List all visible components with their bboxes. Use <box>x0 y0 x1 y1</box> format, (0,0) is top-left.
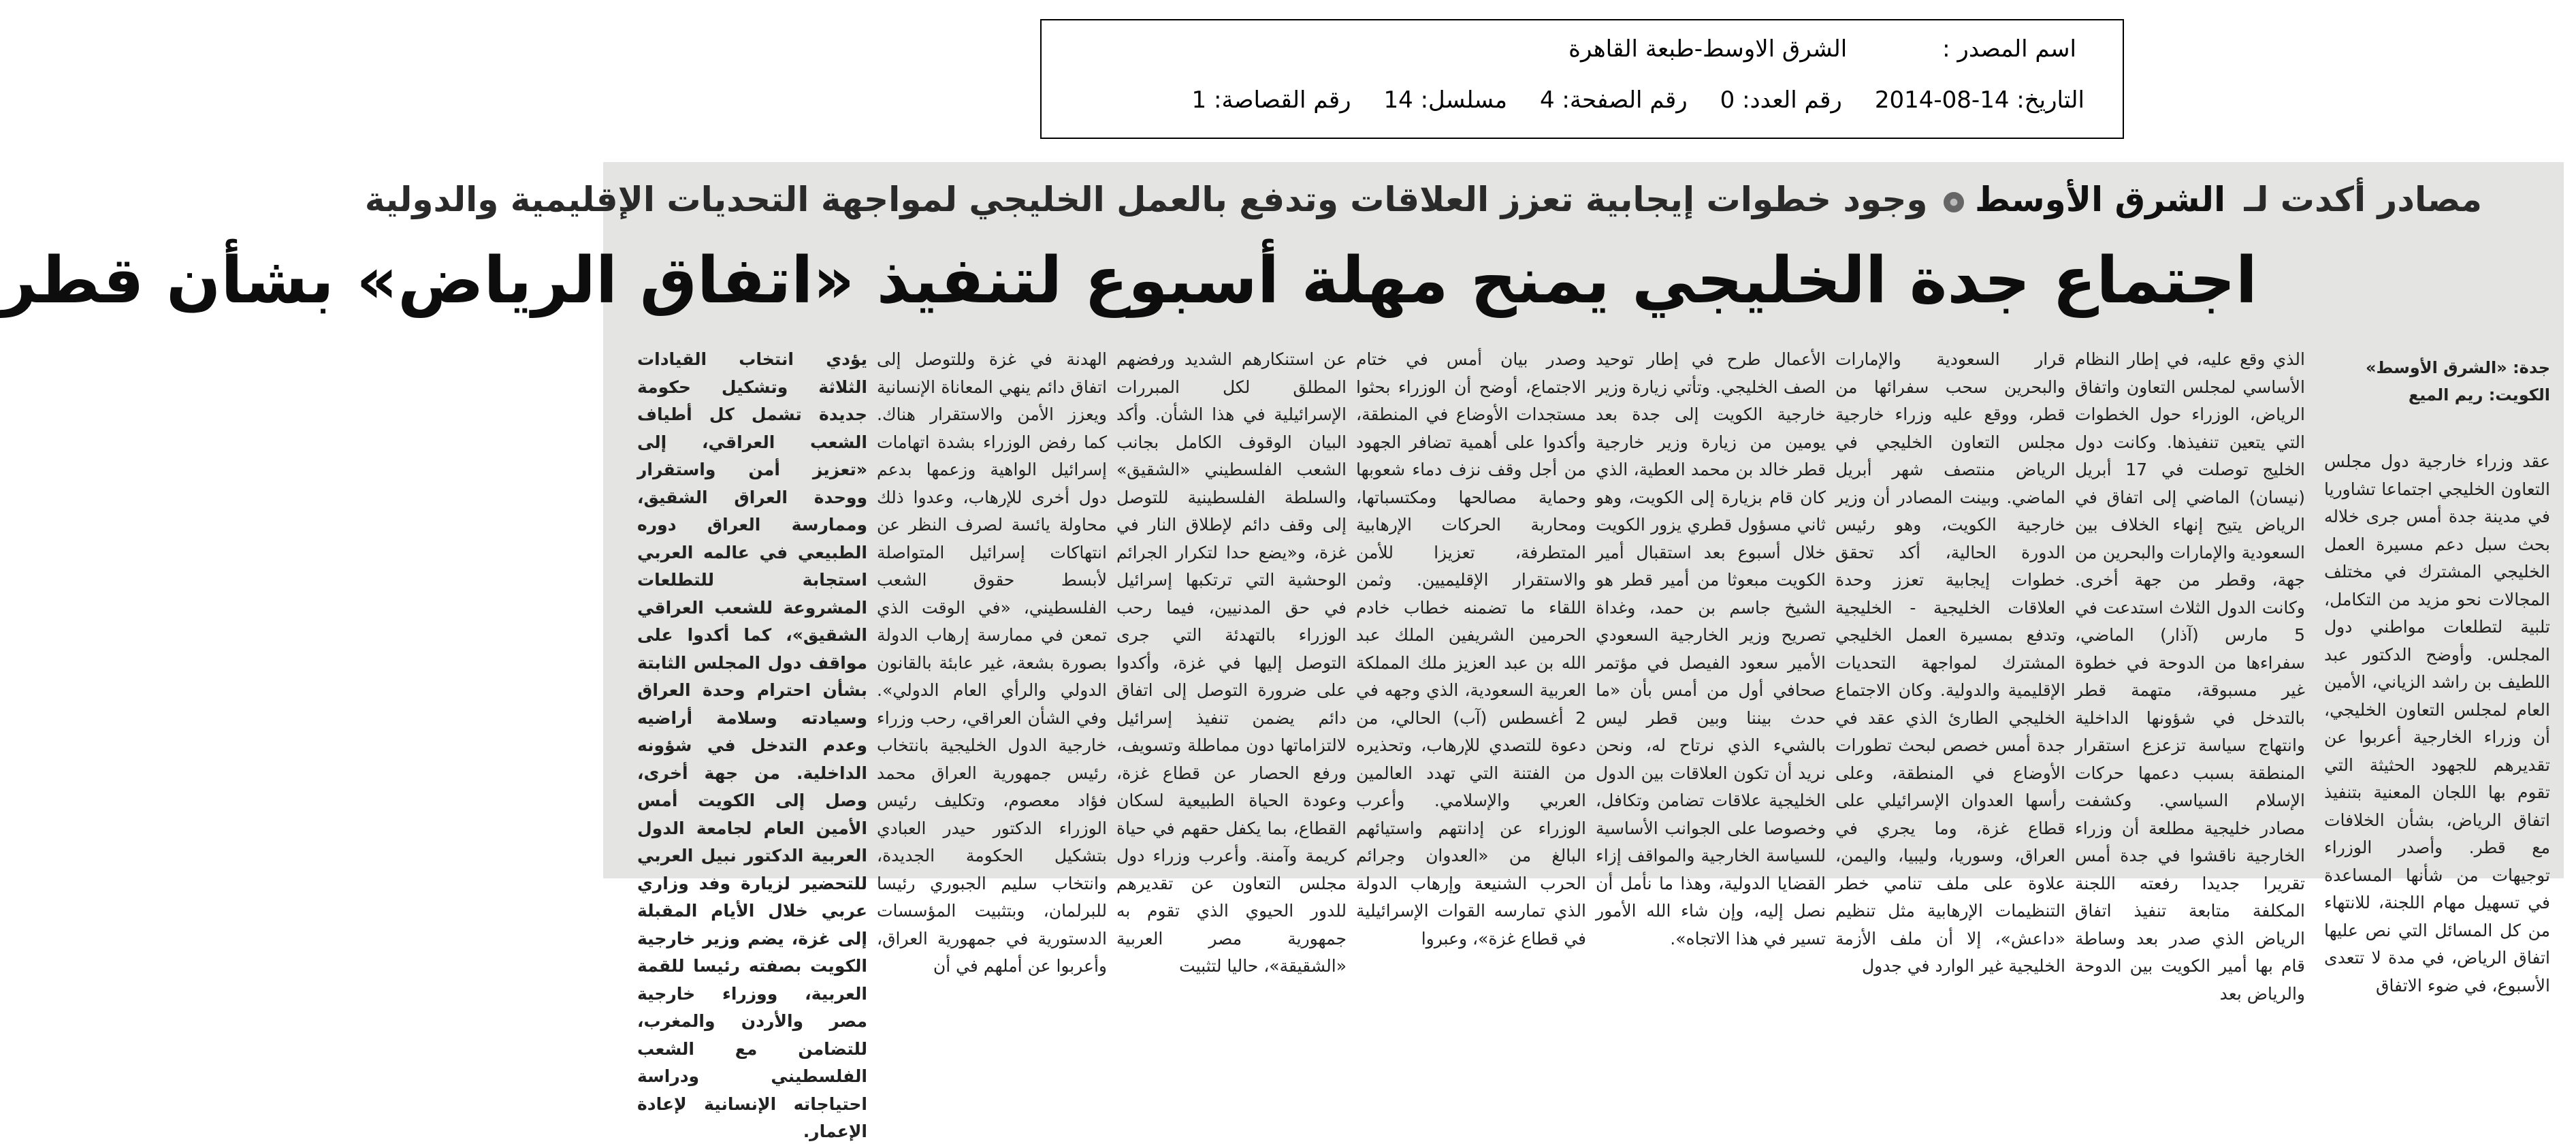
date-field: التاريخ: 14-08-2014 <box>1874 86 2084 114</box>
article-column: عن استنكارهم الشديد ورفضهم المطلق لكل المبررات الإسرائيلية في هذا الشأن. وأكد البيان الوقوف الكامل بجانب الشعب الفلسطيني «الشقيق» والسلطة الفلسطينية للتوصل إلى وقف دائم لإطلاق النار في غزة، و«يضع حدا لتكرار الجرائم الوحشية التي ترتكبها إسرائيل في حق المدنيين، فيما رحب الوزراء بالتهدئة التي جرى التوصل إليها في غزة، وأكدوا على ضرورة التوصل إلى اتفاق دائم يضمن تنفيذ إسرائيل لالتزاماتها دون مماطلة وتسويف، ورفع الحصار عن قطاع غزة، وعودة الحياة الطبيعية لسكان القطاع، بما يكفل حقهم في حياة كريمة وآمنة. وأعرب وزراء دول مجلس التعاون عن تقديرهم للدور الحيوي الذي تقوم به جمهورية مصر العربية «الشقيقة»، حاليا لتثبيت <box>1116 349 1347 976</box>
article-body <box>637 346 2550 1141</box>
source-metadata-box <box>1040 19 2124 139</box>
newspaper-logo-icon <box>1944 192 1964 212</box>
details-row <box>1192 86 2084 114</box>
article-column: يؤدي انتخاب القيادات الثلاثة وتشكيل حكومة جديدة تشمل كل أطياف الشعب العراقي، إلى «تعزيز أمن واستقرار ووحدة العراق الشقيق، وممارسة العراق دوره الطبيعي في عالمه العربي استجابة للتطلعات المشروعة للشعب العراقي الشقيق»، كما أكدوا على مواقف دول المجلس الثابتة بشأن احترام وحدة العراق وسيادته وسلامة أراضيه وعدم التدخل في شؤونه الداخلية. من جهة أخرى، وصل إلى الكويت أمس الأمين العام لجامعة الدول العربية الدكتور نبيل العربي للتحضير لزيارة وفد وزاري عربي خلال الأيام المقبلة إلى غزة، يضم وزير خارجية الكويت بصفته رئيسا للقمة العربية، ووزراء خارجية مصر والأردن والمغرب، للتضامن مع الشعب الفلسطيني ودراسة احتياجاته الإنسانية لإعادة الإعمار. <box>637 349 867 1141</box>
clip-number-field: رقم القصاصة: 1 <box>1191 86 1351 114</box>
main-headline: اجتماع جدة الخليجي يمنح مهلة أسبوع لتنفيذ «اتفاق الرياض» بشأن قطر <box>0 244 2257 318</box>
byline: جدة: «الشرق الأوسط» الكويت: ريم الميع <box>2365 358 2550 404</box>
article-column: الذي وقع عليه، في إطار النظام الأساسي لمجلس التعاون واتفاق الرياض، الوزراء حول الخطوات التي يتعين تنفيذها. وكانت دول الخليج توصلت في 17 أبريل (نيسان) الماضي إلى اتفاق في الرياض يتيح إنهاء الخلاف بين السعودية والإمارات والبحرين من جهة، وقطر من جهة أخرى. وكانت الدول الثلاث استدعت في 5 مارس (آذار) الماضي، سفراءها من الدوحة في خطوة غير مسبوقة، متهمة قطر بالتدخل في شؤونها الداخلية وانتهاج سياسة تزعزع استقرار المنطقة بسبب دعمها حركات الإسلام السياسي. وكشفت مصادر خليجية مطلعة أن وزراء الخارجية ناقشوا في جدة أمس تقريرا جديدا رفعته اللجنة المكلفة متابعة تنفيذ اتفاق الرياض الذي صدر بعد وساطة قام بها أمير الكويت بين الدوحة والرياض بعد <box>2075 349 2305 1004</box>
source-row <box>1568 35 2076 63</box>
article-column: الأعمال طرح في إطار توحيد الصف الخليجي. وتأتي زيارة وزير خارجية الكويت إلى جدة بعد يومين من زيارة وزير خارجية قطر خالد بن محمد العطية، الذي كان قام بزيارة إلى الكويت، وهو ثاني مسؤول قطري يزور الكويت خلال أسبوع بعد استقبال أمير الكويت مبعوثا من أمير قطر هو الشيخ جاسم بن حمد، وغداة تصريح وزير الخارجية السعودي الأمير سعود الفيصل في مؤتمر صحافي أول من أمس بأن «ما حدث بيننا وبين قطر ليس بالشيء الذي نرتاح له، ونحن نريد أن تكون العلاقات بين الدول الخليجية علاقات تضامن وتكافل، وخصوصا على الجوانب الأساسية للسياسة الخارجية والمواقف إزاء القضايا الدولية، وهذا ما نأمل أن نصل إليه، وإن شاء الله الأمور تسير في هذا الاتجاه». <box>1596 349 1826 949</box>
kicker-after: وجود خطوات إيجابية تعزز العلاقات وتدفع بالعمل الخليجي لمواجهة التحديات الإقليمية والدولية <box>364 180 1928 219</box>
article-column: وصدر بيان أمس في ختام الاجتماع، أوضح أن الوزراء بحثوا مستجدات الأوضاع في المنطقة، وأكدوا على أهمية تضافر الجهود من أجل وقف نزف دماء شعوبها وحماية مصالحها ومكتسباتها، ومحاربة الحركات الإرهابية المتطرفة، تعزيزا للأمن والاستقرار الإقليميين. وثمن اللقاء ما تضمنه خطاب خادم الحرمين الشريفين الملك عبد الله بن عبد العزيز ملك المملكة العربية السعودية، الذي وجهه في 2 أغسطس (آب) الحالي، من دعوة للتصدي للإرهاب، وتحذيره من الفتنة التي تهدد العالمين العربي والإسلامي. وأعرب الوزراء عن إدانتهم واستيائهم البالغ من «العدوان وجرائم الحرب الشنيعة وإرهاب الدولة الذي تمارسه القوات الإسرائيلية في قطاع غزة»، وعبروا <box>1356 349 1586 949</box>
article-column: قرار السعودية والإمارات والبحرين سحب سفرائها من قطر، ووقع عليه وزراء خارجية مجلس التعاون الخليجي في الرياض منتصف شهر أبريل الماضي. وبينت المصادر أن وزير خارجية الكويت، وهو رئيس الدورة الحالية، أكد تحقق خطوات إيجابية تعزز وحدة العلاقات الخليجية - الخليجية وتدفع بمسيرة العمل الخليجي المشترك لمواجهة التحديات الإقليمية والدولية. وكان الاجتماع الخليجي الطارئ الذي عقد في جدة أمس خصص لبحث تطورات الأوضاع في المنطقة، وعلى رأسها العدوان الإسرائيلي على قطاع غزة، وما يجري في العراق، وسوريا، وليبيا، واليمن، علاوة على ملف تنامي خطر التنظيمات الإرهابية مثل تنظيم «داعش»، إلا أن ملف الأزمة الخليجية غير الوارد في جدول <box>1835 349 2065 976</box>
kicker-headline <box>365 180 2482 219</box>
article-column: عقد وزراء خارجية دول مجلس التعاون الخليجي اجتماعا تشاوريا في مدينة جدة أمس جرى خلاله بحث سبل دعم مسيرة العمل الخليجي المشترك في مختلف المجالات نحو مزيد من التكامل، تلبية لتطلعات مواطني دول المجلس. وأوضح الدكتور عبد اللطيف بن راشد الزياني، الأمين العام لمجلس التعاون الخليجي، أن وزراء الخارجية أعربوا عن تقديرهم للجهود الحثيثة التي تقوم بها اللجان المعنية بتنفيذ اتفاق الرياض، بشأن الخلافات مع قطر. وأصدر الوزراء توجيهات من شأنها المساعدة في تسهيل مهام اللجنة، للانتهاء من كل المسائل التي نص عليها اتفاق الرياض، في مدة لا تتعدى الأسبوع، في ضوء الاتفاق <box>2324 451 2550 996</box>
newspaper-clipping <box>0 162 2564 1141</box>
kicker-before: مصادر أكدت لـ <box>2244 180 2482 219</box>
page-field: رقم الصفحة: 4 <box>1539 86 1688 114</box>
newspaper-logo-text: الشرق الأوسط <box>1974 180 2226 219</box>
source-label: اسم المصدر : <box>1942 35 2076 63</box>
issue-field: رقم العدد: 0 <box>1720 86 1842 114</box>
article-column: الهدنة في غزة وللتوصل إلى اتفاق دائم ينهي المعاناة الإنسانية ويعزز الأمن والاستقرار هناك. كما رفض الوزراء بشدة اتهامات إسرائيل الواهية وزعمها بدعم دول أخرى للإرهاب، وعدوا ذلك محاولة يائسة لصرف النظر عن انتهاكات إسرائيل المتواصلة لأبسط حقوق الشعب الفلسطيني، «في الوقت الذي تمعن في ممارسة إرهاب الدولة بصورة بشعة، غير عابئة بالقانون الدولي والرأي العام الدولي». وفي الشأن العراقي، رحب وزراء خارجية الدول الخليجية بانتخاب رئيس جمهورية العراق محمد فؤاد معصوم، وتكليف رئيس الوزراء الدكتور حيدر العبادي بتشكيل الحكومة الجديدة، وانتخاب سليم الجبوري رئيسا للبرلمان، وبتثبيت المؤسسات الدستورية في جمهورية العراق، وأعربوا عن أملهم في أن <box>877 349 1107 976</box>
serial-field: مسلسل: 14 <box>1383 86 1507 114</box>
source-value: الشرق الاوسط-طبعة القاهرة <box>1568 35 1848 63</box>
